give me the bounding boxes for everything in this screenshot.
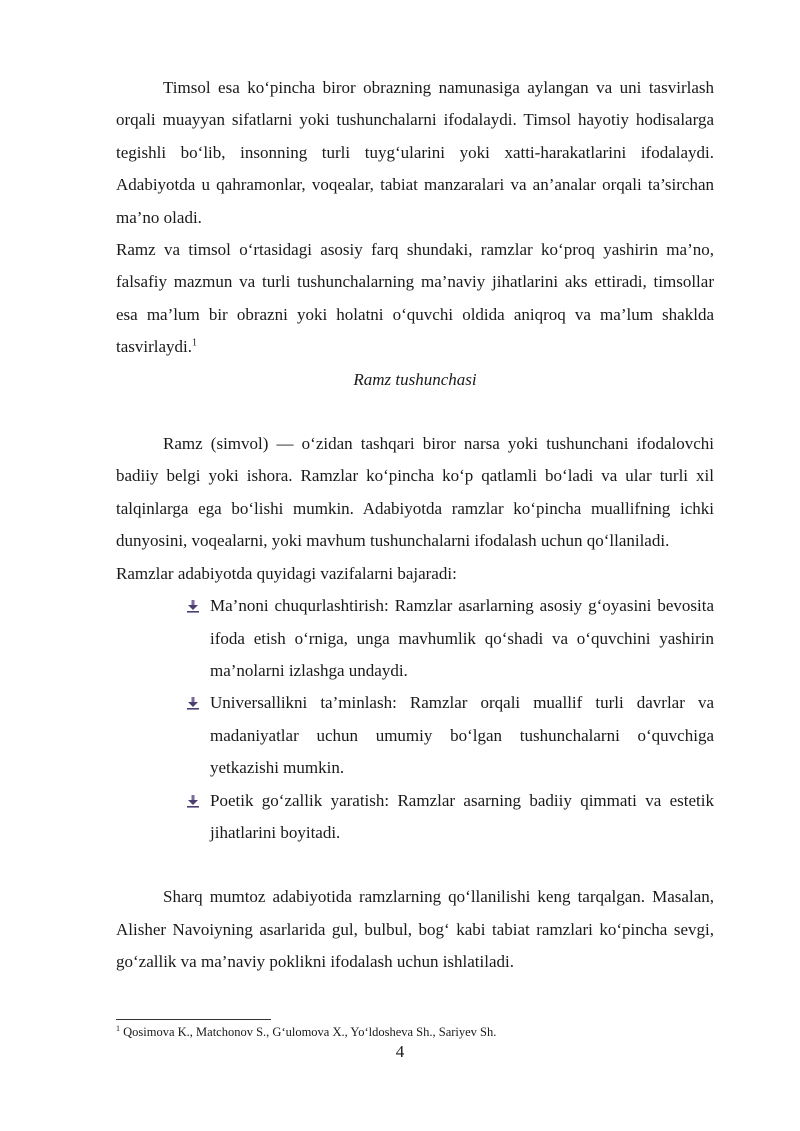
paragraph-timsol: Timsol esa ko‘pincha biror obrazning namunasiga aylangan va uni tasvirlash orqali muayyan sifatlarni yoki tushunchalarni ifodalaydi. Timsol hayotiy hodisalarga tegishli bo‘lib, insonning turli tuyg‘ularini yoki xatti-harakatlarini ifodalaydi. Adabiyotda u qahramonlar, voqealar, tabiat manzaralari va an’analar orqali ta’sirchan ma’no oladi. bbox=[116, 78, 714, 227]
page-body bbox=[116, 72, 714, 979]
paragraph-difference bbox=[116, 234, 714, 364]
down-arrow-icon bbox=[186, 696, 200, 710]
spacer bbox=[116, 849, 714, 881]
list-item bbox=[210, 785, 714, 850]
footnote bbox=[116, 1024, 496, 1040]
down-arrow-icon bbox=[186, 794, 200, 808]
page-number: 4 bbox=[395, 1042, 405, 1061]
footnote-marker: 1 bbox=[116, 1023, 120, 1033]
list-item-text: Poetik go‘zallik yaratish: Ramzlar asarning badiiy qimmati va estetik jihatlarini boyitadi. bbox=[210, 790, 714, 842]
list-item bbox=[210, 687, 714, 784]
list-item-text: Universallikni ta’minlash: Ramzlar orqali muallif turli davrlar va madaniyatlar uchun umumiy bo‘lgan tushunchalarni o‘quvchiga yetkazishi mumkin. bbox=[210, 693, 714, 778]
footnote-separator bbox=[116, 1019, 271, 1020]
paragraph-difference-text: Ramz va timsol o‘rtasidagi asosiy farq shundaki, ramzlar ko‘proq yashirin ma’no, falsafiy mazmun va turli tushunchalarning ma’naviy jihatlarini aks ettiradi, timsollar esa ma’lum bir obrazni yoki holatni o‘quvchi oldida aniqroq va ma’lum shaklda tasvirlaydi. bbox=[116, 240, 714, 357]
down-arrow-icon bbox=[186, 599, 200, 613]
paragraph-sharq: Sharq mumtoz adabiyotida ramzlarning qo‘llanilishi keng tarqalgan. Masalan, Alisher Navoiyning asarlarida gul, bulbul, bog‘ kabi tabiat ramzlari ko‘pincha sevgi, go‘zallik va ma’naviy poklikni ifodalash uchun ishlatiladi. bbox=[116, 887, 714, 972]
spacer bbox=[116, 396, 714, 428]
paragraph-functions-intro: Ramzlar adabiyotda quyidagi vazifalarni bajaradi: bbox=[116, 563, 457, 583]
list-item-text: Ma’noni chuqurlashtirish: Ramzlar asarlarning asosiy g‘oyasini bevosita ifoda etish o‘rniga, unga mavhumlik qo‘shadi va o‘quvchini yashirin ma’nolarni izlashga undaydi. bbox=[210, 596, 714, 680]
functions-list bbox=[116, 590, 714, 849]
footnote-text: Qosimova K., Matchonov S., G‘ulomova X., Yo‘ldosheva Sh., Sariyev Sh. bbox=[123, 1025, 497, 1039]
paragraph-ramz-definition: Ramz (simvol) — o‘zidan tashqari biror narsa yoki tushunchani ifodalovchi badiiy belgi yoki ishora. Ramzlar ko‘pincha ko‘p qatlamli bo‘ladi va ular turli xil talqinlarga ega bo‘lishi mumkin. Adabiyotda ramzlar ko‘pincha muallifning ichki dunyosini, voqealarni, yoki mavhum tushunchalarni ifodalash uchun qo‘llaniladi. bbox=[116, 434, 714, 551]
list-item bbox=[210, 590, 714, 687]
section-heading: Ramz tushunchasi bbox=[353, 369, 477, 389]
footnote-reference[interactable]: 1 bbox=[192, 337, 198, 349]
